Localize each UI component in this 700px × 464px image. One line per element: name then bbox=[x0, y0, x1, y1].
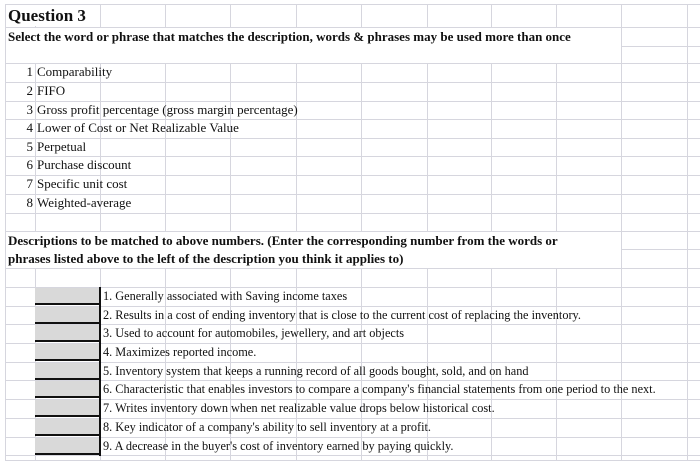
description-text: 6. Characteristic that enables investors to compare a company's financial statements from one period to the next. bbox=[103, 382, 656, 396]
description-text: 7. Writes inventory down when net realizable value drops below historical cost. bbox=[103, 401, 495, 415]
term-label: Comparability bbox=[37, 64, 113, 79]
term-label: FIFO bbox=[37, 83, 66, 98]
term-number: 1 bbox=[26, 64, 33, 79]
grid-row-line bbox=[5, 82, 700, 83]
description-text: 5. Inventory system that keeps a running record of all goods bought, sold, and on hand bbox=[103, 364, 529, 378]
grid-row-line bbox=[5, 455, 700, 456]
descriptions-header-line2: phrases listed above to the left of the description you think it applies to) bbox=[8, 251, 404, 266]
descriptions-header-line1: Descriptions to be matched to above numbers. (Enter the corresponding number from the words or bbox=[8, 233, 558, 248]
answer-input[interactable] bbox=[35, 344, 100, 361]
answer-cell-border bbox=[99, 324, 101, 343]
grid-row-line bbox=[5, 460, 700, 461]
term-label: Specific unit cost bbox=[37, 176, 128, 191]
answer-cell-border bbox=[99, 437, 101, 456]
term-label: Purchase discount bbox=[37, 157, 132, 172]
descriptions-header-cell bbox=[6, 232, 621, 268]
term-number: 5 bbox=[26, 139, 33, 154]
grid-row-line bbox=[5, 4, 700, 5]
term-number: 4 bbox=[26, 120, 33, 135]
answer-input[interactable] bbox=[35, 419, 100, 436]
term-label: Gross profit percentage (gross margin percentage) bbox=[37, 102, 298, 117]
term-label: Weighted-average bbox=[37, 195, 132, 210]
grid-row-line bbox=[5, 213, 700, 214]
answer-cell-border bbox=[99, 399, 101, 418]
description-text: 2. Results in a cost of ending inventory that is close to the current cost of replacing the inventory. bbox=[103, 308, 581, 322]
answer-input[interactable] bbox=[35, 307, 100, 324]
instructions-cell bbox=[6, 28, 621, 63]
answer-input[interactable] bbox=[35, 363, 100, 380]
answer-input[interactable] bbox=[35, 400, 100, 417]
title-cell bbox=[6, 5, 99, 26]
term-number: 7 bbox=[26, 176, 33, 191]
instructions-text: Select the word or phrase that matches the description, words & phrases may be used more than once bbox=[8, 29, 571, 44]
description-text: 4. Maximizes reported income. bbox=[103, 345, 257, 359]
answer-cell-border bbox=[99, 306, 101, 325]
grid-row-line bbox=[5, 268, 700, 269]
answer-cell-border bbox=[99, 343, 101, 362]
term-number: 2 bbox=[26, 83, 33, 98]
answer-input[interactable] bbox=[35, 325, 100, 342]
term-label: Lower of Cost or Net Realizable Value bbox=[37, 120, 239, 135]
grid-row-line bbox=[5, 138, 700, 139]
description-text: 3. Used to account for automobiles, jewellery, and art objects bbox=[103, 326, 405, 340]
answer-cell-border bbox=[99, 380, 101, 399]
term-number: 3 bbox=[26, 102, 33, 117]
description-text: 1. Generally associated with Saving income taxes bbox=[103, 289, 348, 303]
description-text: 8. Key indicator of a company's ability to sell inventory at a profit. bbox=[103, 420, 431, 434]
term-number: 8 bbox=[26, 195, 33, 210]
answer-cell-border bbox=[99, 287, 101, 306]
answer-input[interactable] bbox=[35, 288, 100, 305]
term-number: 6 bbox=[26, 157, 33, 172]
question-title: Question 3 bbox=[8, 6, 86, 25]
answer-input[interactable] bbox=[35, 381, 100, 398]
answer-input[interactable] bbox=[35, 438, 100, 455]
grid-column-line bbox=[687, 4, 688, 460]
answer-cell-border bbox=[99, 418, 101, 437]
answer-cell-border bbox=[99, 362, 101, 381]
description-text: 9. A decrease in the buyer's cost of inventory earned by paying quickly. bbox=[103, 439, 454, 453]
term-label: Perpetual bbox=[37, 139, 87, 154]
